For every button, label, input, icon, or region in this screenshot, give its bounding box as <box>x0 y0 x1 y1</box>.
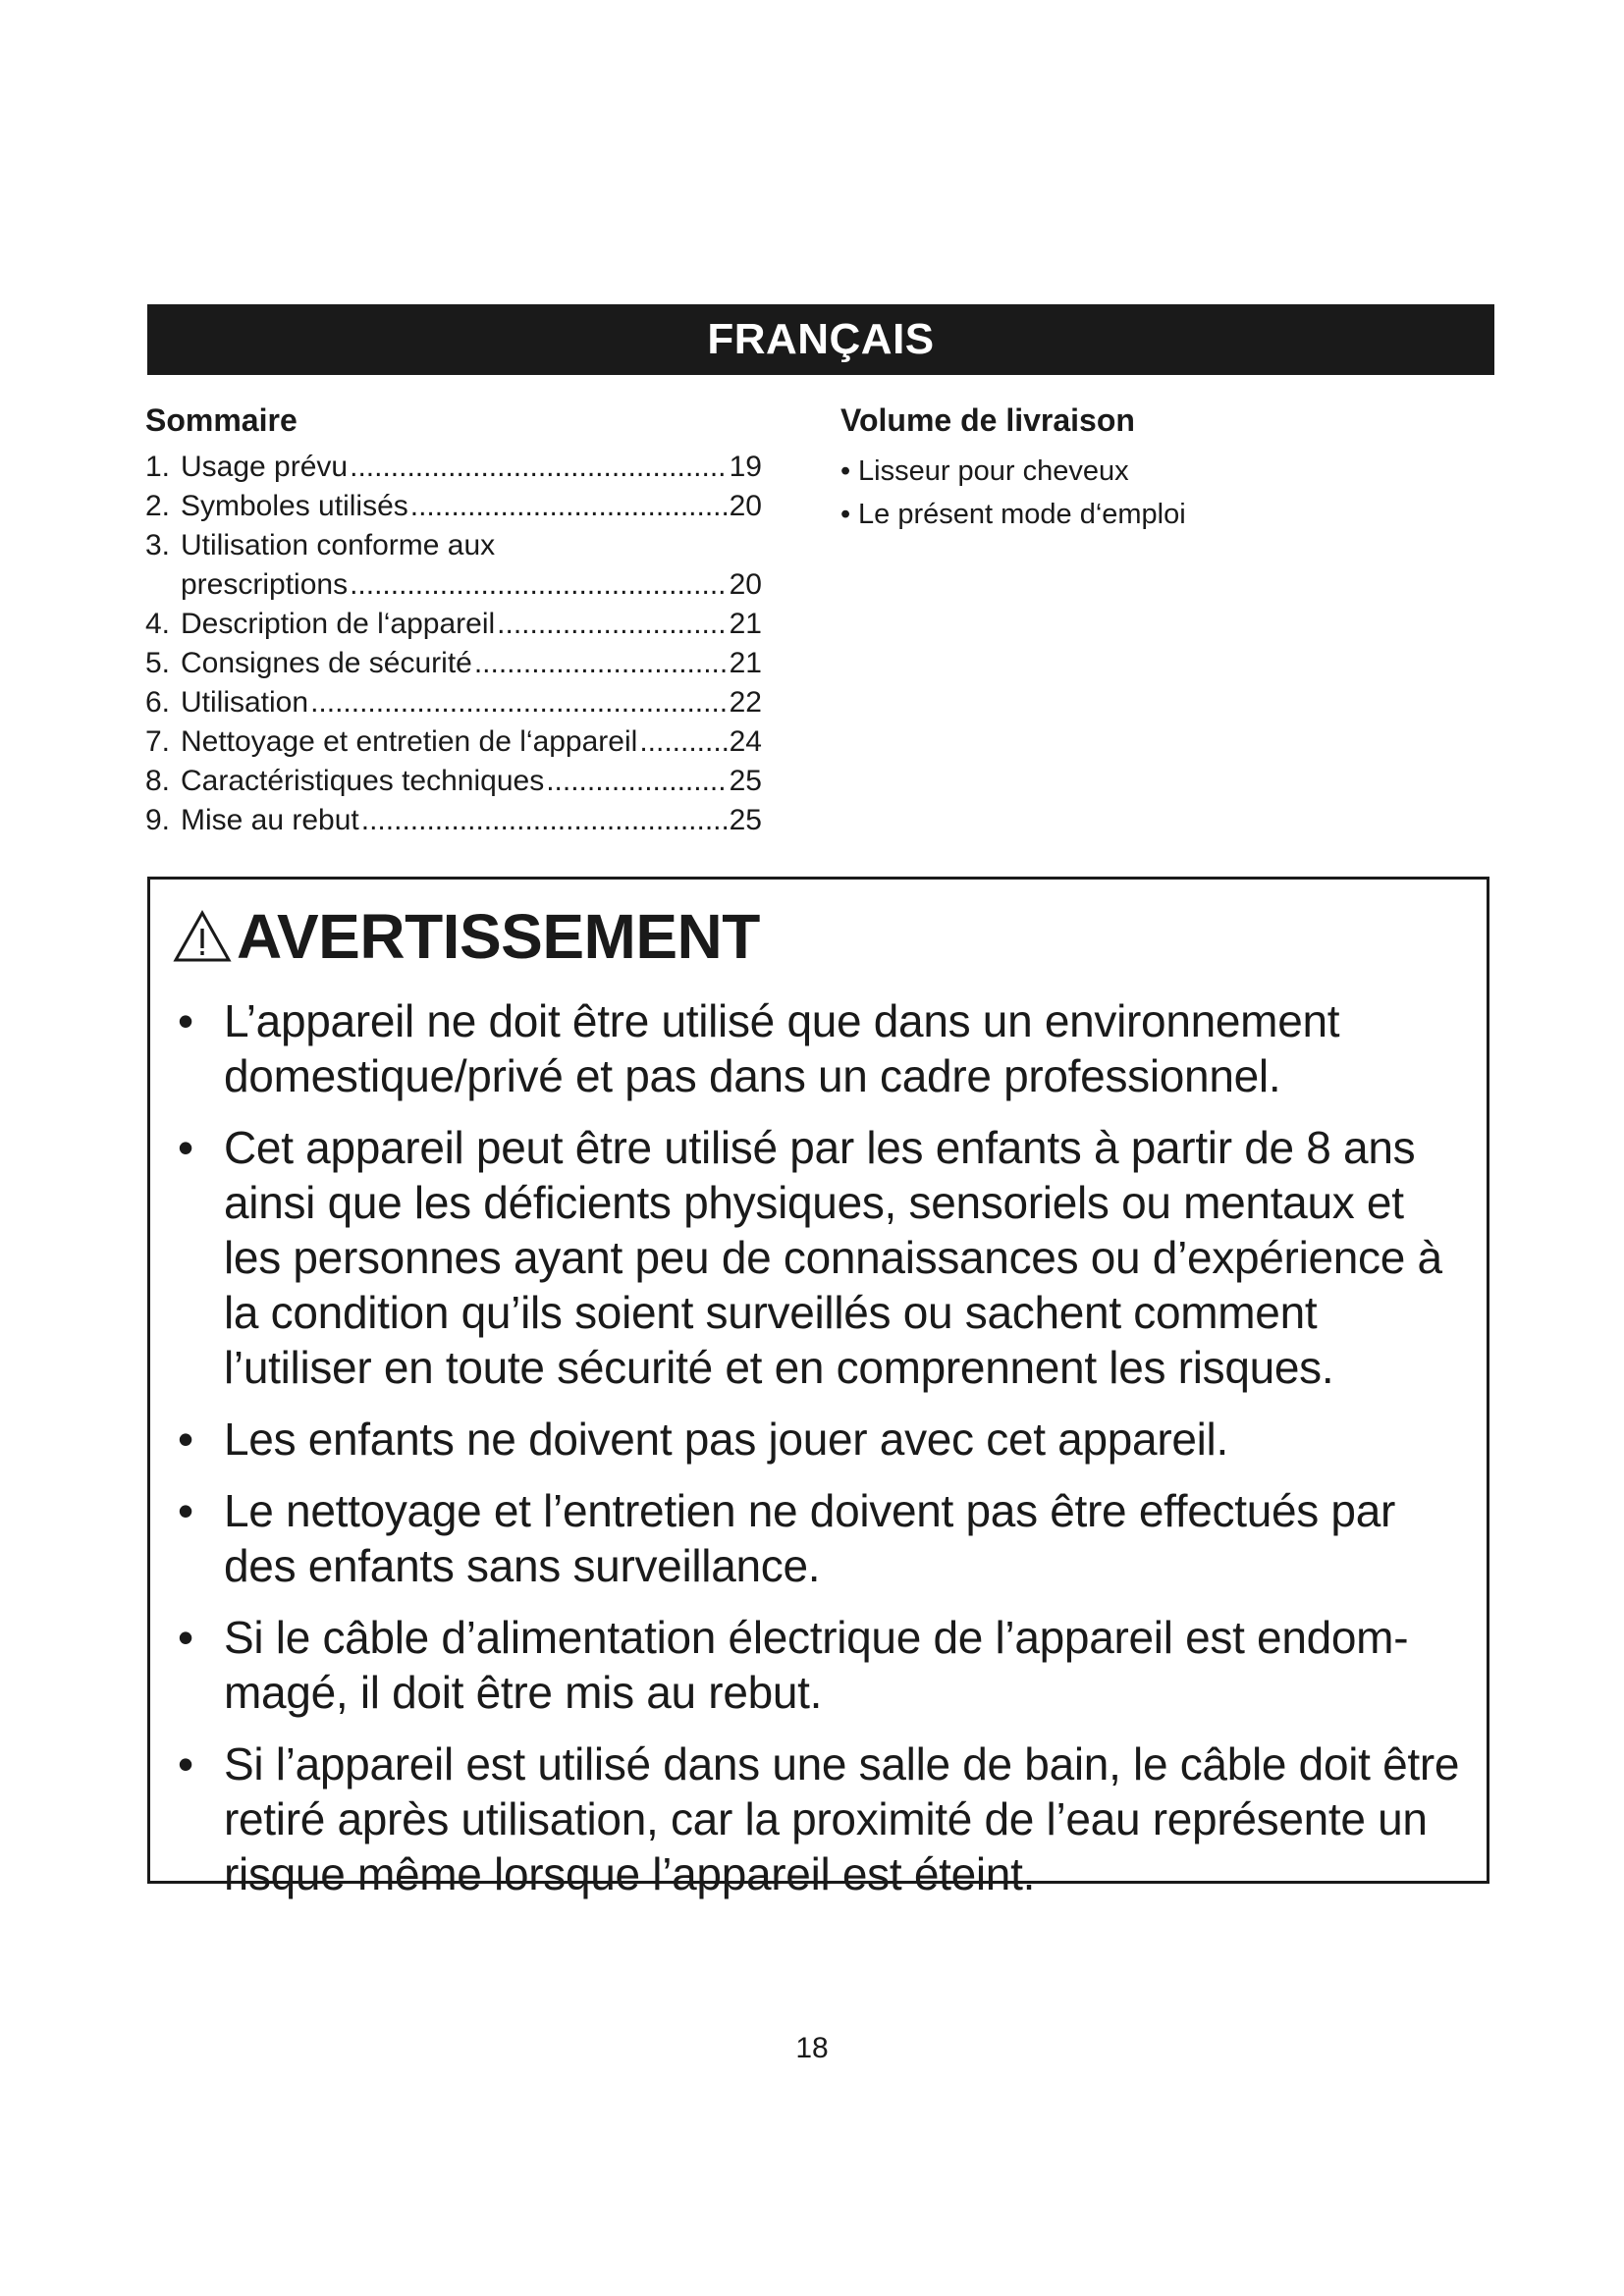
toc-item <box>145 762 762 801</box>
toc-item-title: Utilisation conforme aux <box>181 529 496 561</box>
bullet-icon: • <box>178 1485 193 1536</box>
bullet-icon: • <box>178 1414 193 1465</box>
warning-item <box>170 1736 1469 1901</box>
toc-item <box>145 644 762 683</box>
contents-list <box>145 448 762 840</box>
toc-item <box>145 801 762 840</box>
toc-item-number: 1. <box>145 451 171 483</box>
toc-item-number: 5. <box>145 647 171 679</box>
toc-item-continuation <box>145 565 762 605</box>
delivery-heading: Volume de livraison <box>840 402 1135 438</box>
toc-leader-dots <box>310 683 728 722</box>
delivery-item-text: Le présent mode d‘emploi <box>858 499 1186 530</box>
warning-item-text: Si l’appareil est utilisé dans une salle de bain, le câble doit être retiré après utilisation, car la proximité de l’eau représente un risque même lorsque l’appareil est éteint. <box>224 1738 1460 1899</box>
toc-leader-dots <box>410 487 728 526</box>
toc-item-number: 3. <box>145 529 171 561</box>
toc-item-number: 2. <box>145 490 171 522</box>
toc-item-title: Usage prévu <box>181 451 349 483</box>
table-of-contents <box>145 400 762 840</box>
warning-item <box>170 1120 1469 1395</box>
toc-leader-dots <box>350 448 728 487</box>
language-title: FRANÇAIS <box>707 315 935 363</box>
warning-item-text: L’appareil ne doit être utilisé que dans un environnement domestique/privé et pas dans un cadre professionnel. <box>224 995 1340 1101</box>
toc-leader-dots <box>474 644 728 683</box>
toc-item-title: Description de l‘appareil <box>181 608 496 640</box>
toc-item-title: Nettoyage et entretien de l‘appareil <box>181 725 638 758</box>
toc-item-title: prescriptions <box>181 568 349 601</box>
toc-item <box>145 487 762 526</box>
warning-box <box>147 877 1489 1899</box>
toc-item-page: 21 <box>729 647 762 679</box>
toc-leader-dots <box>639 722 727 762</box>
warning-item <box>170 993 1469 1103</box>
toc-item-page: 20 <box>729 568 762 601</box>
toc-item-number: 9. <box>145 804 171 836</box>
delivery-contents <box>840 400 1479 536</box>
toc-item <box>145 722 762 762</box>
toc-leader-dots <box>546 762 727 801</box>
toc-item-page: 20 <box>729 490 762 522</box>
warning-item-text: Si le câble d’alimentation électrique de l’appareil est endom-magé, il doit être mis au rebut. <box>224 1612 1409 1718</box>
toc-item-number: 7. <box>145 725 171 758</box>
toc-item <box>145 683 762 722</box>
toc-item-number: 8. <box>145 765 171 797</box>
warning-heading <box>172 897 760 976</box>
warning-title: AVERTISSEMENT <box>237 901 760 972</box>
toc-item-page: 19 <box>729 451 762 483</box>
delivery-item-text: Lisseur pour cheveux <box>858 455 1129 487</box>
warning-item-text: Cet appareil peut être utilisé par les enfants à partir de 8 ans ainsi que les déficients physiques, sensoriels ou mentaux et les personnes ayant peu de connaissances ou d’expérience à la condition qu’ils soient surveillés ou sachent comment l’utiliser en toute sécurité et en comprennent les risques. <box>224 1122 1442 1393</box>
toc-item-page: 21 <box>729 608 762 640</box>
toc-item <box>145 526 762 565</box>
bullet-icon: • <box>178 995 193 1046</box>
bullet-icon: • <box>178 1612 193 1663</box>
language-header <box>147 304 1494 375</box>
toc-item-title: Consignes de sécurité <box>181 647 472 679</box>
warning-item-text: Le nettoyage et l’entretien ne doivent pas être effectués par des enfants sans surveillance. <box>224 1485 1396 1591</box>
toc-item-title: Symboles utilisés <box>181 490 408 522</box>
page-number: 18 <box>795 2032 829 2064</box>
warning-item <box>170 1483 1469 1593</box>
delivery-item <box>840 493 1479 536</box>
warning-list <box>170 993 1469 1918</box>
toc-item-page: 25 <box>729 765 762 797</box>
delivery-item <box>840 450 1479 493</box>
toc-item-title: Utilisation <box>181 686 309 719</box>
toc-item-title: Mise au rebut <box>181 804 359 836</box>
bullet-icon: • <box>840 499 851 530</box>
warning-item <box>170 1610 1469 1720</box>
toc-item-page: 25 <box>729 804 762 836</box>
toc-leader-dots <box>350 565 728 605</box>
toc-leader-dots <box>497 605 727 644</box>
toc-leader-dots <box>361 801 728 840</box>
toc-item-title: Caractéristiques techniques <box>181 765 545 797</box>
warning-item <box>170 1412 1469 1467</box>
toc-item-number: 6. <box>145 686 171 719</box>
warning-item-text: Les enfants ne doivent pas jouer avec cet appareil. <box>224 1414 1228 1465</box>
warning-triangle-icon <box>172 909 233 964</box>
bullet-icon: • <box>840 455 851 487</box>
bullet-icon: • <box>178 1122 193 1173</box>
delivery-list <box>840 450 1479 536</box>
bullet-icon: • <box>178 1738 193 1789</box>
toc-item <box>145 605 762 644</box>
toc-item-number: 4. <box>145 608 171 640</box>
contents-heading: Sommaire <box>145 402 298 438</box>
toc-item-page: 24 <box>729 725 762 758</box>
toc-item <box>145 448 762 487</box>
toc-item-page: 22 <box>729 686 762 719</box>
